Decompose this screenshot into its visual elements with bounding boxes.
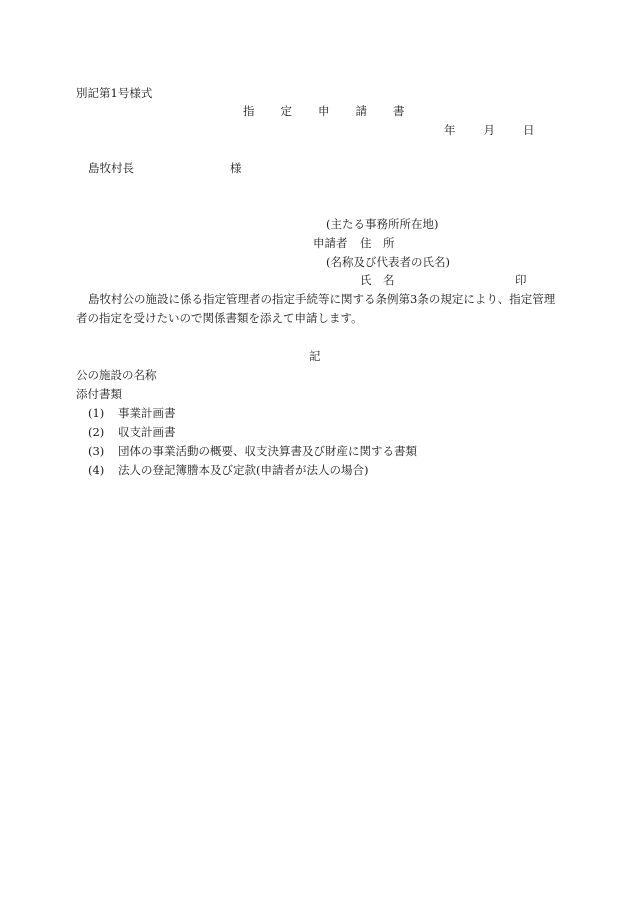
title-char: 請: [355, 104, 367, 118]
address-label: 住 所: [360, 236, 395, 250]
attachment-number: (1): [88, 406, 105, 420]
date-year: 年: [444, 123, 456, 137]
attachment-text: 法人の登記簿謄本及び定款(申請者が法人の場合): [118, 463, 369, 477]
attachment-item: [88, 444, 417, 458]
attachment-text: 収支計画書: [118, 425, 176, 439]
date-line: [444, 123, 535, 137]
addressee-honorific: 様: [230, 161, 242, 175]
attachment-number: (3): [88, 444, 105, 458]
date-month: 月: [483, 123, 495, 137]
seal-mark: 印: [515, 273, 527, 287]
name-label: 氏 名: [360, 273, 395, 287]
title-char: 申: [318, 104, 330, 118]
applicant-label: 申請者: [313, 236, 348, 250]
attachment-item: [88, 425, 176, 439]
office-note: (主たる事務所所在地): [326, 217, 439, 231]
attachment-item: [88, 463, 368, 477]
note-heading: 記: [309, 349, 321, 363]
application-body-text: 島牧村公の施設に係る指定管理者の指定手続等に関する条例第3条の規定により、指定管理者の指定を受けたいので関係書類を添えて申請します。: [76, 292, 556, 325]
title-char: 書: [393, 104, 405, 118]
attachment-text: 事業計画書: [118, 406, 176, 420]
attachment-number: (2): [88, 425, 105, 439]
attachment-number: (4): [88, 463, 105, 477]
facility-name-label: 公の施設の名称: [76, 368, 157, 382]
attachments-label: 添付書類: [76, 387, 122, 401]
attachment-item: [88, 406, 176, 420]
name-note: (名称及び代表者の氏名): [326, 255, 450, 269]
title-char: 定: [280, 104, 292, 118]
addressee-name: 島牧村長: [88, 161, 134, 175]
date-day: 日: [523, 123, 535, 137]
form-label: 別記第1号様式: [76, 86, 153, 100]
document-title: [243, 104, 405, 118]
title-char: 指: [243, 104, 255, 118]
attachment-text: 団体の事業活動の概要、収支決算書及び財産に関する書類: [118, 444, 417, 458]
